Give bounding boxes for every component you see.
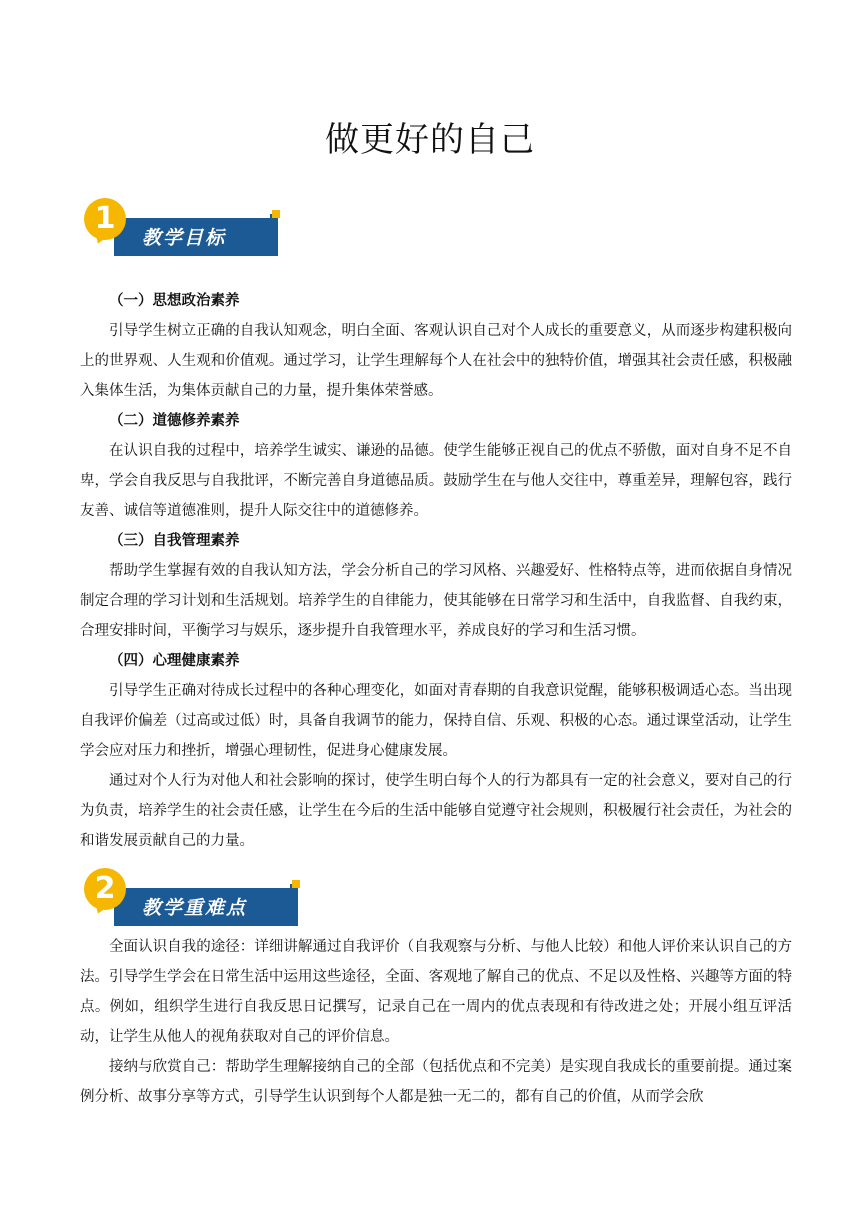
section-body-1 [80,286,792,856]
paragraph: 在认识自我的过程中，培养学生诚实、谦逊的品德。使学生能够正视自己的优点不骄傲，面对自身不足不自卑，学会自我反思与自我批评，不断完善自身道德品质。鼓励学生在与他人交往中，尊重差异，理解包容，践行友善、诚信等道德准则，提升人际交往中的道德修养。 [80,443,792,519]
section-header-square [292,880,300,888]
section-heading: 教学重难点 [142,897,248,919]
paragraph: 全面认识自我的途径：详细讲解通过自我评价（自我观察与分析、与他人比较）和他人评价来认识自己的方法。引导学生学会在日常生活中运用这些途径，全面、客观地了解自己的优点、不足以及性格、兴趣等方面的特点。例如，组织学生进行自我反思日记撰写，记录自己在一周内的优点表现和有待改进之处；开展小组互评活动，让学生从他人的视角获取对自己的评价信息。 [80,939,792,1045]
paragraph: 通过对个人行为对他人和社会影响的探讨，使学生明白每个人的行为都具有一定的社会意义，要对自己的行为负责，培养学生的社会责任感，让学生在今后的生活中能够自觉遵守社会规则，积极履行社会责任，为社会的和谐发展贡献自己的力量。 [80,773,792,849]
section-header-bar-accent [270,214,278,256]
subheading: （一）思想政治素养 [109,293,240,309]
section-number-badge: 1 [84,198,126,240]
section-header-bar-accent [290,884,298,926]
section-heading: 教学目标 [142,227,227,249]
paragraph: 帮助学生掌握有效的自我认知方法，学会分析自己的学习风格、兴趣爱好、性格特点等，进而依据自身情况制定合理的学习计划和生活规划。培养学生的自律能力，使其能够在日常学习和生活中，自我监督、自我约束，合理安排时间，平衡学习与娱乐，逐步提升自我管理水平，养成良好的学习和生活习惯。 [80,563,792,639]
subheading: （三）自我管理素养 [109,533,240,549]
paragraph: 引导学生正确对待成长过程中的各种心理变化，如面对青春期的自我意识觉醒，能够积极调适心态。当出现自我评价偏差（过高或过低）时，具备自我调节的能力，保持自信、乐观、积极的心态。通过课堂活动，让学生学会应对压力和挫折，增强心理韧性，促进身心健康发展。 [80,683,792,759]
page-title: 做更好的自己 [325,120,535,160]
section-body-2 [80,932,792,1112]
subheading: （二）道德修养素养 [109,413,240,429]
section-header-1 [84,198,304,262]
subheading: （四）心理健康素养 [109,653,240,669]
section-number-badge: 2 [84,868,126,910]
section-header-square [272,210,280,218]
paragraph: 接纳与欣赏自己：帮助学生理解接纳自己的全部（包括优点和不完美）是实现自我成长的重要前提。通过案例分析、故事分享等方式，引导学生认识到每个人都是独一无二的，都有自己的价值，从而学会欣 [80,1059,792,1105]
paragraph: 引导学生树立正确的自我认知观念，明白全面、客观认识自己对个人成长的重要意义，从而逐步构建积极向上的世界观、人生观和价值观。通过学习，让学生理解每个人在社会中的独特价值，增强其社会责任感，积极融入集体生活，为集体贡献自己的力量，提升集体荣誉感。 [80,323,792,399]
section-header-2 [84,868,304,932]
